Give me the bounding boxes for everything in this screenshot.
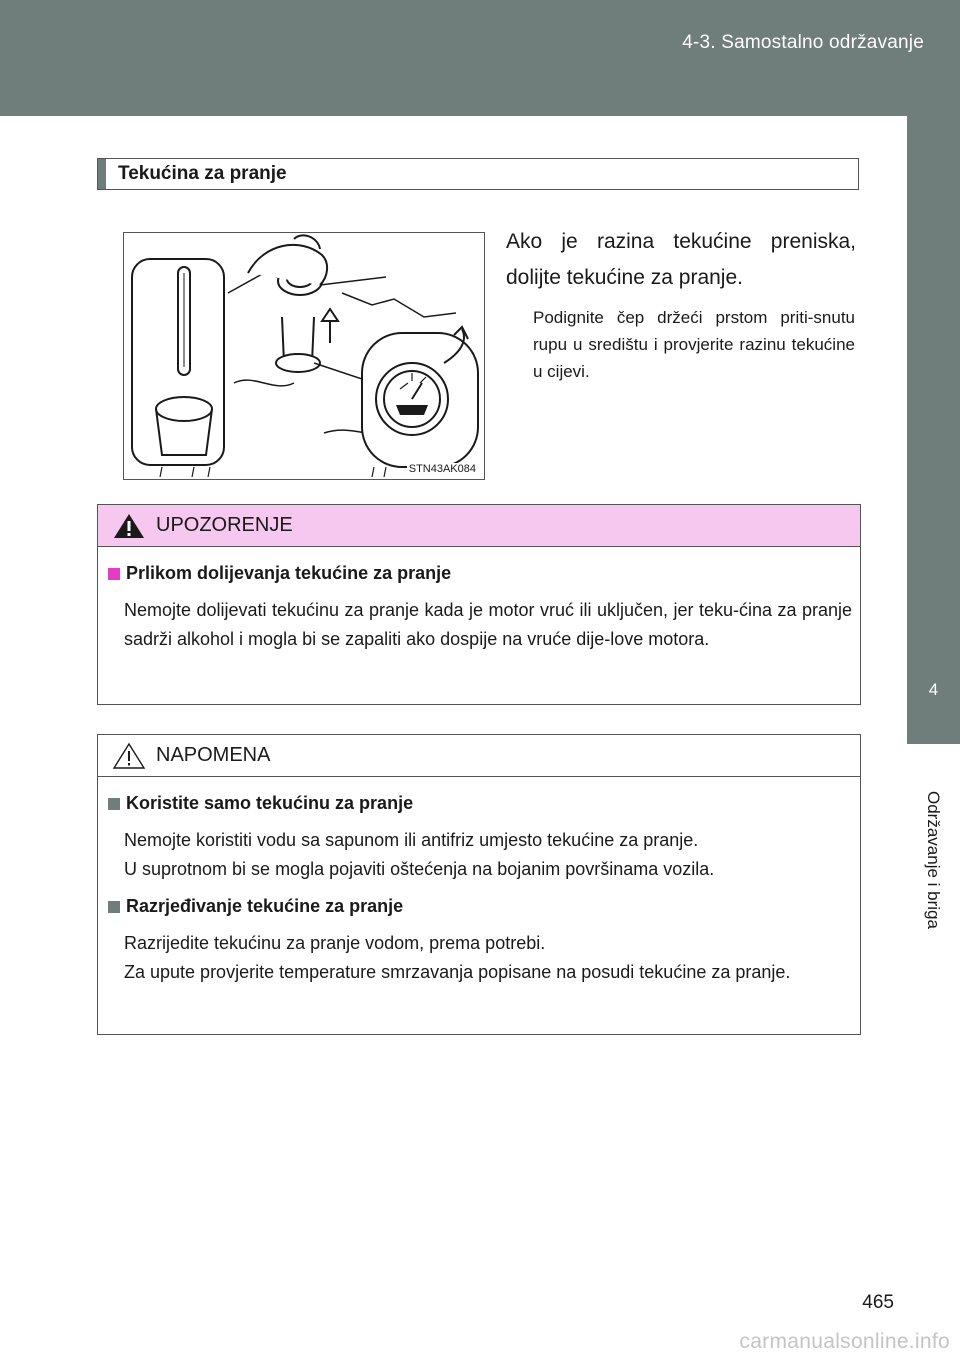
notice-item-heading-text: Koristite samo tekućinu za pranje	[126, 793, 414, 813]
heading-accent-bar	[98, 159, 106, 189]
notice-triangle-icon	[112, 742, 146, 770]
notice-item-line: U suprotnom bi se mogla pojaviti oštećenja na bojanim površinama vozila.	[124, 859, 715, 879]
square-bullet-icon	[108, 901, 120, 913]
intro-text: Ako je razina tekućine preniska, dolijte tekućine za pranje.	[506, 230, 856, 289]
page-number: 465	[862, 1292, 894, 1313]
notice-item-line: Nemojte koristiti vodu sa sapunom ili antifriz umjesto tekućine za pranje.	[124, 830, 699, 850]
warning-title: UPOZORENJE	[156, 514, 293, 536]
chapter-number: 4	[928, 680, 939, 699]
figure-code: STN43AK084	[408, 463, 476, 475]
chapter-title: Održavanje i briga	[924, 791, 943, 929]
warning-item-text: Nemojte dolijevati tekućinu za pranje kada je motor vruć ili uključen, jer teku-ćina za pranje sadrži alkohol i mogla bi se zapaliti ako dospije na vruće dije-love motora.	[124, 600, 852, 649]
notice-item-heading	[108, 896, 852, 917]
topic-heading-text: Tekućina za pranje	[118, 163, 287, 184]
header-band	[0, 0, 960, 116]
warning-body	[98, 547, 860, 654]
notice-title: NAPOMENA	[156, 744, 271, 766]
washer-cap-illustration	[124, 233, 484, 479]
topic-heading	[97, 158, 859, 190]
warning-box	[97, 504, 861, 705]
chapter-tab	[907, 116, 960, 744]
square-bullet-icon	[108, 568, 120, 580]
square-bullet-icon	[108, 798, 120, 810]
chapter-title-wrap	[906, 760, 960, 960]
notice-body	[98, 777, 860, 987]
warning-item-heading-text: Prlikom dolijevanja tekućine za pranje	[126, 563, 452, 583]
warning-header	[98, 505, 860, 547]
notice-box	[97, 734, 861, 1035]
watermark: carmanualsonline.info	[739, 1330, 950, 1353]
notice-item-heading-text: Razrjeđivanje tekućine za pranje	[126, 896, 404, 916]
intro-subtext: Podignite čep držeći prstom priti-snutu rupu u središtu i provjerite razinu tekućine u cijevi.	[533, 308, 855, 381]
warning-item-heading	[108, 563, 852, 584]
notice-item-line: Za upute provjerite temperature smrzavanja popisane na posudi tekućine za pranje.	[124, 962, 791, 982]
warning-triangle-icon	[112, 512, 146, 540]
section-title: 4-3. Samostalno održavanje	[682, 32, 924, 53]
notice-item-line: Razrijedite tekućinu za pranje vodom, prema potrebi.	[124, 933, 546, 953]
notice-header	[98, 735, 860, 777]
notice-item-text	[124, 929, 852, 987]
notice-item-text	[124, 826, 852, 884]
notice-item-heading	[108, 793, 852, 814]
washer-reservoir-figure	[123, 232, 485, 480]
